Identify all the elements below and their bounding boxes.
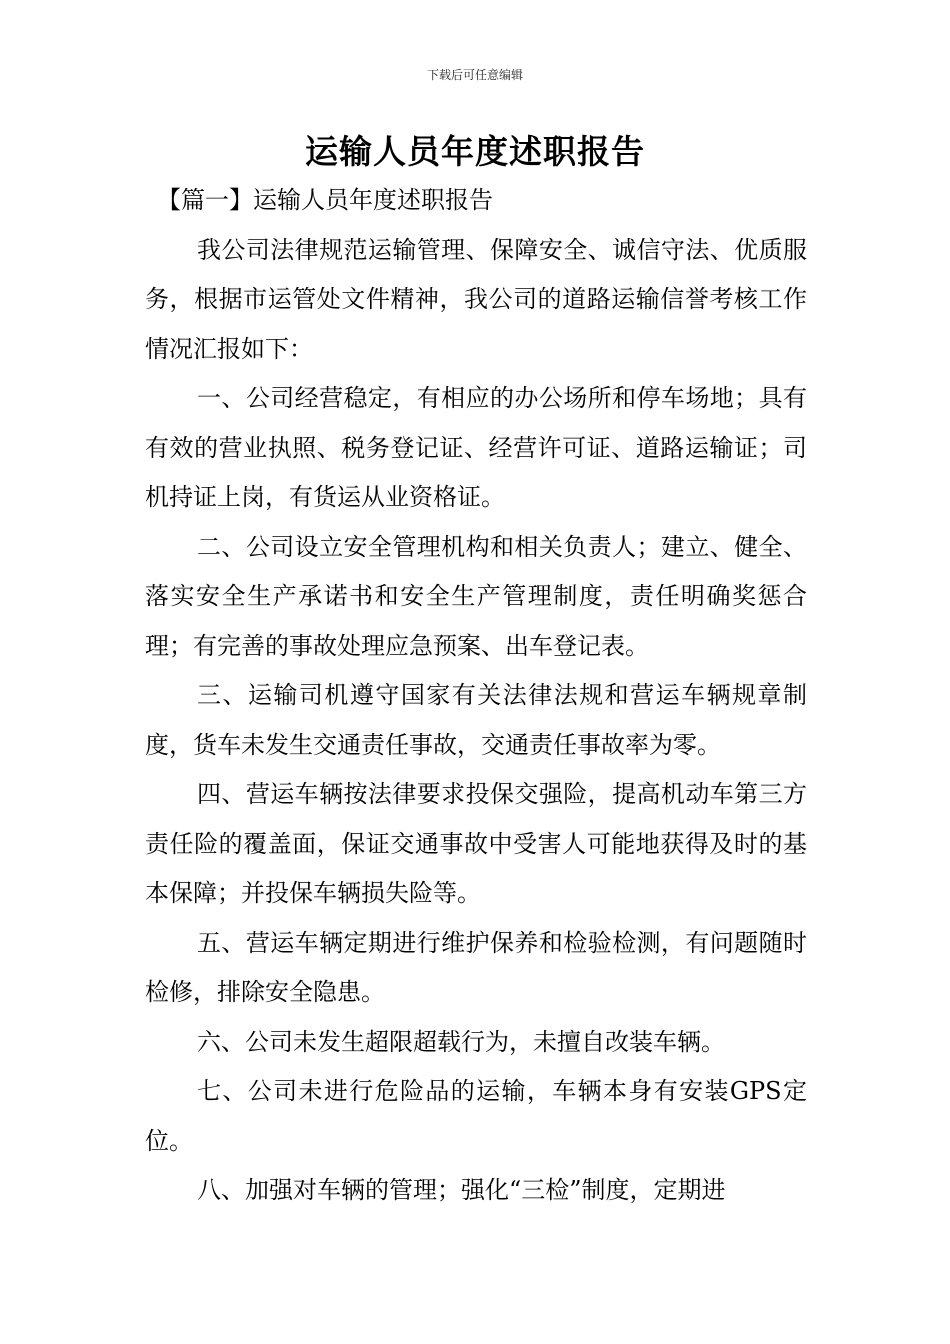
paragraph-item-3: 三、运输司机遵守国家有关法律法规和营运车辆规章制度，货车未发生交通责任事故，交通责任事故率为零。 (145, 681, 807, 759)
document-body (145, 176, 807, 1216)
paragraph-item-7: 七、公司未进行危险品的运输，车辆本身有安装GPS定位。 (145, 1077, 807, 1155)
paragraph-item-4: 四、营运车辆按法律要求投保交强险，提高机动车第三方责任险的覆盖面，保证交通事故中受害人可能地获得及时的基本保障；并投保车辆损失险等。 (145, 780, 807, 907)
header-note: 下载后可任意编辑 (426, 68, 523, 82)
paragraph-item-2: 二、公司设立安全管理机构和相关负责人；建立、健全、落实安全生产承诺书和安全生产管理制度，责任明确奖惩合理；有完善的事故处理应急预案、出车登记表。 (145, 532, 807, 660)
paragraph-item-8: 八、加强对车辆的管理；强化“三检”制度，定期进 (197, 1176, 726, 1204)
paragraph-item-6: 六、公司未发生超限超载行为，未擅自改装车辆。 (197, 1027, 725, 1056)
document-title: 运输人员年度述职报告 (305, 132, 645, 171)
paragraph-item-1: 一、公司经营稳定，有相应的办公场所和停车场地；具有有效的营业执照、税务登记证、经营许可证、道路运输证；司机持证上岗，有货运从业资格证。 (145, 384, 807, 511)
paragraph-item-5: 五、营运车辆定期进行维护保养和检验检测，有问题随时检修，排除安全隐患。 (145, 928, 807, 1006)
section-label: 【篇一】运输人员年度述职报告 (157, 186, 493, 214)
paragraph-intro: 我公司法律规范运输管理、保障安全、诚信守法、优质服务，根据市运管处文件精神，我公司的道路运输信誉考核工作情况汇报如下： (145, 235, 807, 363)
